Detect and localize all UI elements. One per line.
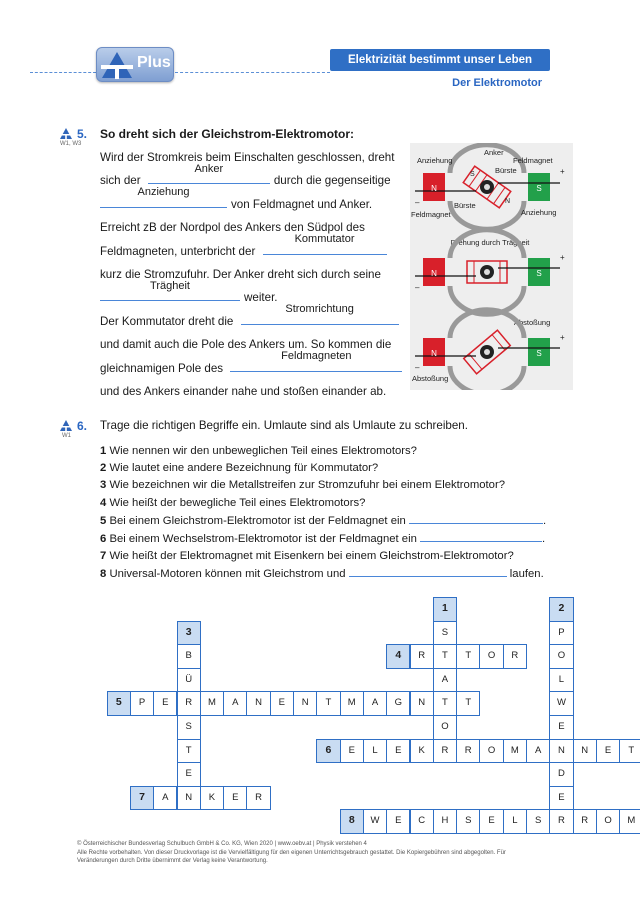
letter-cell[interactable]: T: [456, 644, 480, 669]
motor-figure: [410, 143, 573, 390]
header-rule-right: [175, 72, 330, 73]
pole-label-n: N: [431, 184, 437, 193]
answer-blank[interactable]: Anker: [148, 170, 270, 184]
text-line: und damit auch die Pole des Ankers um. So kommen die: [100, 338, 392, 352]
answer-blank[interactable]: Feldmagneten: [230, 358, 402, 372]
letter-cell[interactable]: R: [456, 739, 480, 764]
clue-number-cell: 5: [107, 691, 131, 716]
letter-cell[interactable]: M: [619, 809, 640, 834]
letter-cell[interactable]: L: [503, 809, 527, 834]
letter-cell[interactable]: E: [340, 739, 364, 764]
letter-cell[interactable]: G: [386, 691, 410, 716]
answer-blank[interactable]: [420, 530, 542, 542]
question-item: 7 Wie heißt der Elektromagnet mit Eisenkern bei einem Gleichstrom-Elektromotor?: [100, 550, 514, 563]
letter-cell[interactable]: E: [479, 809, 503, 834]
letter-cell[interactable]: A: [526, 739, 550, 764]
level-triangle-icon: [60, 420, 72, 431]
level-triangle-icon: [60, 128, 72, 139]
header-rule-left: [30, 72, 96, 73]
task-6-levels: W1: [62, 433, 71, 439]
task-6-intro: Trage die richtigen Begriffe ein. Umlaute sind als Umlaute zu schreiben.: [100, 419, 468, 432]
letter-cell[interactable]: S: [433, 621, 457, 646]
pole-label-n: N: [505, 198, 511, 205]
letter-cell[interactable]: R: [433, 739, 457, 764]
clue-number-cell: 3: [177, 621, 201, 646]
text-line: Feldmagneten, unterbricht der Kommutator: [100, 240, 400, 263]
page-subtitle: Der Elektromotor: [452, 77, 542, 89]
label-anziehung: Anziehung: [521, 208, 557, 217]
question-list: [100, 443, 600, 584]
task-5-title: So dreht sich der Gleichstrom-Elektromotor:: [100, 127, 355, 141]
letter-cell[interactable]: B: [177, 644, 201, 669]
letter-cell[interactable]: T: [433, 644, 457, 669]
letter-cell[interactable]: S: [526, 809, 550, 834]
label-buerste: Bürste: [454, 201, 476, 210]
footer: [77, 840, 577, 866]
question-item: 6 Bei einem Wechselstrom-Elektromotor ist der Feldmagnet ein .: [100, 530, 600, 548]
plus-label: +: [560, 167, 565, 176]
letter-cell[interactable]: O: [479, 739, 503, 764]
question-item: 4 Wie heißt der bewegliche Teil eines Elektromotors?: [100, 496, 366, 509]
text-line: kurz die Stromzufuhr. Der Anker dreht sich durch seine: [100, 267, 381, 281]
letter-cell[interactable]: N: [549, 739, 573, 764]
pole-label-s: S: [536, 349, 542, 358]
label-drehung: Drehung durch Trägheit: [450, 238, 530, 247]
answer-blank[interactable]: [349, 565, 507, 577]
letter-cell[interactable]: E: [223, 786, 247, 811]
label-feldmagnet: Feldmagnet: [411, 210, 451, 219]
question-item: 1 Wie nennen wir den unbeweglichen Teil eines Elektromotors?: [100, 445, 417, 457]
pole-label-s: S: [536, 184, 542, 193]
letter-cell[interactable]: R: [503, 644, 527, 669]
letter-cell[interactable]: W: [549, 691, 573, 716]
letter-cell[interactable]: E: [177, 762, 201, 787]
plus-label: +: [560, 333, 565, 342]
label-abstossung: Abstoßung: [514, 318, 551, 327]
letter-cell[interactable]: T: [456, 691, 480, 716]
letter-cell[interactable]: M: [340, 691, 364, 716]
question-item: 8 Universal-Motoren können mit Gleichstrom und laufen.: [100, 565, 600, 583]
clue-number-cell: 4: [386, 644, 410, 669]
minus-label: –: [415, 283, 420, 292]
letter-cell[interactable]: E: [386, 739, 410, 764]
question-item: 3 Wie bezeichnen wir die Metallstreifen zur Stromzufuhr bei einem Elektromotor?: [100, 479, 505, 492]
label-buerste: Bürste: [495, 166, 517, 175]
task-5-text: [100, 146, 400, 403]
minus-label: –: [415, 363, 420, 372]
plus-logo: [96, 47, 174, 82]
pole-label-n: N: [431, 269, 437, 278]
question-item: 5 Bei einem Gleichstrom-Elektromotor ist der Feldmagnet ein .: [100, 512, 600, 530]
letter-cell[interactable]: T: [177, 739, 201, 764]
letter-cell[interactable]: W: [363, 809, 387, 834]
task-5-number: 5.: [77, 127, 88, 141]
letter-cell[interactable]: T: [619, 739, 640, 764]
text-line: und des Ankers einander nahe und stoßen einander ab.: [100, 384, 387, 398]
letter-cell[interactable]: R: [177, 691, 201, 716]
text-line: Der Kommutator dreht die Stromrichtung: [100, 310, 400, 333]
text-line: sich der Anker durch die gegenseitige: [100, 162, 391, 188]
text-line: Wird der Stromkreis beim Einschalten geschlossen, dreht: [100, 151, 395, 164]
answer-blank[interactable]: Stromrichtung: [241, 311, 399, 325]
triangle-logo-icon: [101, 51, 133, 79]
clue-number-cell: 1: [433, 597, 457, 622]
task-5-levels: W1, W3: [60, 141, 82, 147]
letter-cell[interactable]: H: [433, 809, 457, 834]
letter-cell[interactable]: Ü: [177, 668, 201, 693]
letter-cell[interactable]: K: [200, 786, 224, 811]
letter-cell[interactable]: D: [549, 762, 573, 787]
footer-rights: Alle Rechte vorbehalten. Von dieser Druckvorlage ist die Vervielfältigung für den eigenen Unterrichtsgebrauch gestattet. Die Kopiergebühren sind abgegolten. Für: [77, 849, 506, 856]
letter-cell[interactable]: L: [549, 668, 573, 693]
clue-number-cell: 2: [549, 597, 573, 622]
letter-cell[interactable]: R: [246, 786, 270, 811]
letter-cell[interactable]: N: [177, 786, 201, 811]
motor-panel-1: [411, 145, 565, 230]
letter-cell[interactable]: A: [223, 691, 247, 716]
letter-cell[interactable]: E: [153, 691, 177, 716]
motor-panel-3: [412, 310, 565, 390]
plus-label: +: [560, 253, 565, 262]
letter-cell[interactable]: P: [549, 621, 573, 646]
clue-number-cell: 7: [130, 786, 154, 811]
letter-cell[interactable]: O: [433, 715, 457, 740]
text-line: Trägheit weiter.: [100, 286, 400, 309]
letter-cell[interactable]: R: [410, 644, 434, 669]
footer-disclaimer: Veränderungen durch Dritte übernimmt der Verlag keine Verantwortung.: [77, 858, 268, 865]
minus-label: –: [415, 198, 420, 207]
letter-cell[interactable]: T: [433, 691, 457, 716]
question-item: 2 Wie lautet eine andere Bezeichnung für Kommutator?: [100, 462, 379, 475]
letter-cell[interactable]: M: [200, 691, 224, 716]
letter-cell[interactable]: O: [596, 809, 620, 834]
text-line: Anziehung von Feldmagnet und Anker.: [100, 193, 400, 216]
pole-label-s: S: [470, 171, 475, 178]
letter-cell[interactable]: E: [549, 715, 573, 740]
task-6-number: 6.: [77, 419, 88, 433]
letter-cell[interactable]: R: [573, 809, 597, 834]
letter-cell[interactable]: R: [549, 809, 573, 834]
letter-cell[interactable]: A: [433, 668, 457, 693]
label-anker: Anker: [484, 148, 504, 157]
text-line: gleichnamigen Pole des Feldmagneten: [100, 357, 400, 380]
answer-blank[interactable]: Kommutator: [263, 241, 387, 255]
letter-cell[interactable]: N: [293, 691, 317, 716]
letter-cell[interactable]: A: [153, 786, 177, 811]
letter-cell[interactable]: K: [410, 739, 434, 764]
letter-cell[interactable]: M: [503, 739, 527, 764]
letter-cell[interactable]: L: [363, 739, 387, 764]
letter-cell[interactable]: O: [549, 644, 573, 669]
letter-cell[interactable]: S: [177, 715, 201, 740]
answer-blank[interactable]: Anziehung: [100, 194, 227, 208]
motor-panel-2: [415, 230, 565, 315]
label-abstossung: Abstoßung: [412, 374, 449, 383]
label-anziehung: Anziehung: [417, 156, 453, 165]
logo-label: Plus: [137, 54, 171, 71]
chapter-banner: Elektrizität bestimmt unser Leben: [330, 49, 550, 71]
footer-copyright: © Österreichischer Bundesverlag Schulbuch GmbH & Co. KG, Wien 2020 | www.oebv.at | Physik verstehen 4: [77, 841, 367, 847]
clue-number-cell: 8: [340, 809, 364, 834]
letter-cell[interactable]: P: [130, 691, 154, 716]
text-line: Erreicht zB der Nordpol des Ankers den Südpol des: [100, 221, 365, 235]
letter-cell[interactable]: S: [456, 809, 480, 834]
clue-number-cell: 6: [316, 739, 340, 764]
letter-cell[interactable]: E: [549, 786, 573, 811]
answer-blank[interactable]: [409, 512, 543, 524]
pole-label-s: S: [536, 269, 542, 278]
letter-cell[interactable]: N: [573, 739, 597, 764]
pole-label-n: N: [431, 349, 437, 358]
answer-blank[interactable]: Trägheit: [100, 287, 240, 301]
letter-cell[interactable]: E: [270, 691, 294, 716]
letter-cell[interactable]: N: [410, 691, 434, 716]
letter-cell[interactable]: C: [410, 809, 434, 834]
letter-cell[interactable]: T: [316, 691, 340, 716]
letter-cell[interactable]: N: [246, 691, 270, 716]
label-feldmagnet: Feldmagnet: [513, 156, 553, 165]
letter-cell[interactable]: E: [596, 739, 620, 764]
letter-cell[interactable]: O: [479, 644, 503, 669]
letter-cell[interactable]: E: [386, 809, 410, 834]
letter-cell[interactable]: A: [363, 691, 387, 716]
